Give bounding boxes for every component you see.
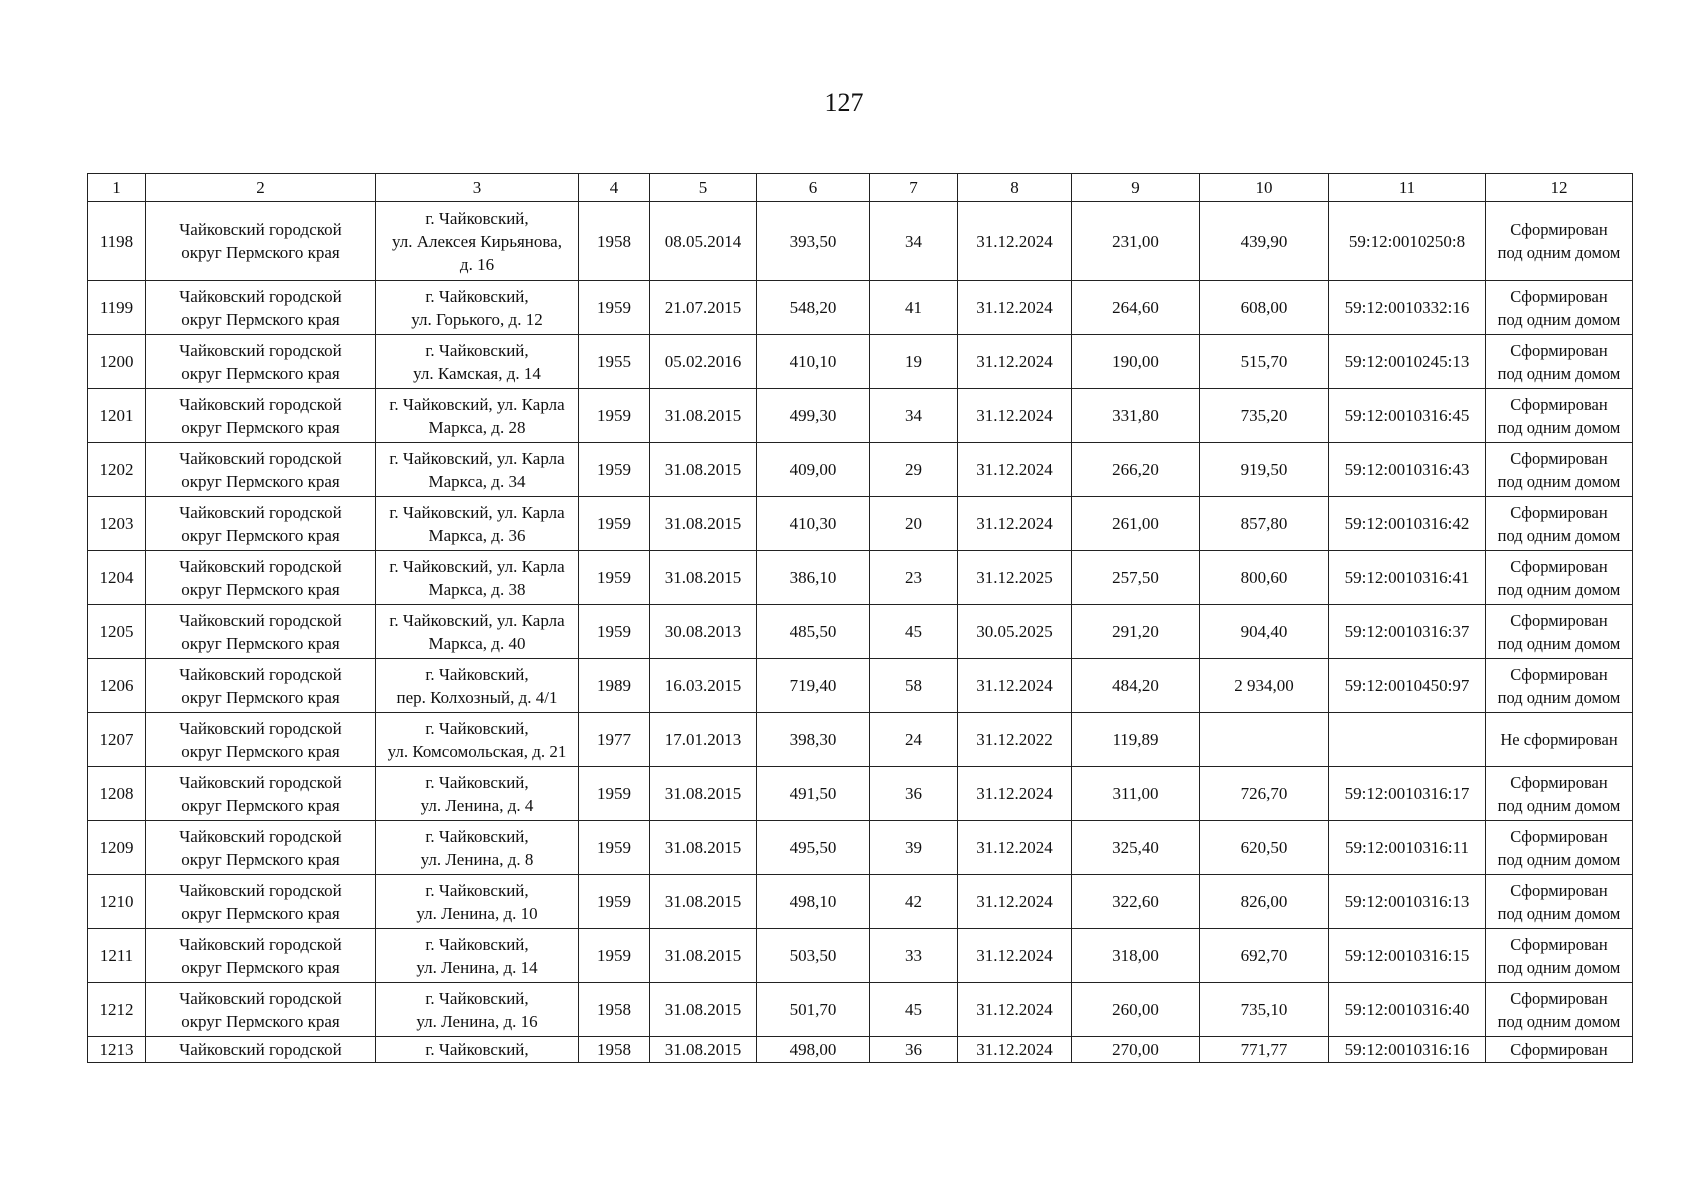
year-built-cell: 1977 (579, 713, 650, 767)
address-cell: г. Чайковский, пер. Колхозный, д. 4/1 (376, 659, 579, 713)
residents-cell: 24 (870, 713, 958, 767)
area2-cell: 261,00 (1072, 497, 1200, 551)
status-cell: Сформирован под одним домом (1486, 281, 1633, 335)
area2-cell: 231,00 (1072, 202, 1200, 281)
deadline-cell: 31.12.2024 (958, 821, 1072, 875)
area-cell: 393,50 (757, 202, 870, 281)
deadline-cell: 31.12.2024 (958, 389, 1072, 443)
area2-cell: 325,40 (1072, 821, 1200, 875)
area-cell: 498,10 (757, 875, 870, 929)
address-cell: г. Чайковский, ул. Карла Маркса, д. 34 (376, 443, 579, 497)
year-built-cell: 1959 (579, 821, 650, 875)
column-header: 5 (650, 174, 757, 202)
municipality-cell: Чайковский городской округ Пермского края (146, 929, 376, 983)
row-number-cell: 1208 (88, 767, 146, 821)
land-area-cell: 608,00 (1200, 281, 1329, 335)
municipality-cell: Чайковский городской округ Пермского края (146, 335, 376, 389)
year-built-cell: 1959 (579, 551, 650, 605)
area-cell: 548,20 (757, 281, 870, 335)
date-cell: 31.08.2015 (650, 389, 757, 443)
column-header: 7 (870, 174, 958, 202)
row-number-cell: 1204 (88, 551, 146, 605)
residents-cell: 34 (870, 389, 958, 443)
area2-cell: 190,00 (1072, 335, 1200, 389)
date-cell: 31.08.2015 (650, 551, 757, 605)
column-header: 3 (376, 174, 579, 202)
table-row (88, 659, 1633, 713)
address-cell: г. Чайковский, ул. Карла Маркса, д. 38 (376, 551, 579, 605)
row-number-cell: 1201 (88, 389, 146, 443)
land-area-cell: 692,70 (1200, 929, 1329, 983)
land-area-cell: 2 934,00 (1200, 659, 1329, 713)
cadastral-number-cell: 59:12:0010316:37 (1329, 605, 1486, 659)
residents-cell: 29 (870, 443, 958, 497)
land-area-cell: 620,50 (1200, 821, 1329, 875)
date-cell: 31.08.2015 (650, 767, 757, 821)
row-number-cell: 1213 (88, 1037, 146, 1063)
date-cell: 31.08.2015 (650, 983, 757, 1037)
table-row (88, 713, 1633, 767)
page-number: 127 (824, 88, 864, 117)
residents-cell: 23 (870, 551, 958, 605)
date-cell: 16.03.2015 (650, 659, 757, 713)
address-cell: г. Чайковский, ул. Горького, д. 12 (376, 281, 579, 335)
address-cell: г. Чайковский, ул. Алексея Кирьянова, д. 16 (376, 202, 579, 281)
cadastral-number-cell: 59:12:0010450:97 (1329, 659, 1486, 713)
column-header: 1 (88, 174, 146, 202)
deadline-cell: 31.12.2025 (958, 551, 1072, 605)
land-area-cell: 904,40 (1200, 605, 1329, 659)
residents-cell: 41 (870, 281, 958, 335)
area-cell: 719,40 (757, 659, 870, 713)
cadastral-number-cell: 59:12:0010316:11 (1329, 821, 1486, 875)
address-cell: г. Чайковский, ул. Комсомольская, д. 21 (376, 713, 579, 767)
column-header: 4 (579, 174, 650, 202)
cadastral-number-cell: 59:12:0010316:42 (1329, 497, 1486, 551)
area-cell: 409,00 (757, 443, 870, 497)
municipality-cell: Чайковский городской округ Пермского края (146, 713, 376, 767)
area-cell: 386,10 (757, 551, 870, 605)
municipality-cell: Чайковский городской округ Пермского края (146, 551, 376, 605)
table-row (88, 551, 1633, 605)
cadastral-number-cell: 59:12:0010316:15 (1329, 929, 1486, 983)
cadastral-number-cell: 59:12:0010316:41 (1329, 551, 1486, 605)
area2-cell: 264,60 (1072, 281, 1200, 335)
column-header: 12 (1486, 174, 1633, 202)
table-row (88, 281, 1633, 335)
table-row (88, 497, 1633, 551)
table-row (88, 605, 1633, 659)
status-cell: Сформирован под одним домом (1486, 335, 1633, 389)
area-cell: 501,70 (757, 983, 870, 1037)
year-built-cell: 1958 (579, 202, 650, 281)
residents-cell: 33 (870, 929, 958, 983)
table-row (88, 443, 1633, 497)
column-header: 8 (958, 174, 1072, 202)
status-cell: Сформирован под одним домом (1486, 202, 1633, 281)
residents-cell: 19 (870, 335, 958, 389)
row-number-cell: 1212 (88, 983, 146, 1037)
column-number-row (88, 174, 1633, 202)
area-cell: 398,30 (757, 713, 870, 767)
cadastral-number-cell: 59:12:0010316:13 (1329, 875, 1486, 929)
deadline-cell: 30.05.2025 (958, 605, 1072, 659)
deadline-cell: 31.12.2024 (958, 659, 1072, 713)
column-header: 9 (1072, 174, 1200, 202)
table-row (88, 202, 1633, 281)
table-row (88, 389, 1633, 443)
date-cell: 31.08.2015 (650, 443, 757, 497)
deadline-cell: 31.12.2024 (958, 202, 1072, 281)
residents-cell: 36 (870, 1037, 958, 1063)
year-built-cell: 1959 (579, 443, 650, 497)
area2-cell: 318,00 (1072, 929, 1200, 983)
status-cell: Сформирован под одним домом (1486, 389, 1633, 443)
address-cell: г. Чайковский, ул. Карла Маркса, д. 40 (376, 605, 579, 659)
address-cell: г. Чайковский, ул. Ленина, д. 10 (376, 875, 579, 929)
status-cell: Сформирован (1486, 1037, 1633, 1063)
area2-cell: 257,50 (1072, 551, 1200, 605)
cadastral-number-cell: 59:12:0010245:13 (1329, 335, 1486, 389)
status-cell: Сформирован под одним домом (1486, 605, 1633, 659)
status-cell: Сформирован под одним домом (1486, 497, 1633, 551)
table-row (88, 983, 1633, 1037)
table-row (88, 929, 1633, 983)
column-header: 6 (757, 174, 870, 202)
row-number-cell: 1210 (88, 875, 146, 929)
municipality-cell: Чайковский городской округ Пермского края (146, 443, 376, 497)
date-cell: 17.01.2013 (650, 713, 757, 767)
address-cell: г. Чайковский, ул. Камская, д. 14 (376, 335, 579, 389)
area2-cell: 119,89 (1072, 713, 1200, 767)
year-built-cell: 1959 (579, 875, 650, 929)
land-area-cell: 735,20 (1200, 389, 1329, 443)
row-number-cell: 1202 (88, 443, 146, 497)
area-cell: 410,30 (757, 497, 870, 551)
land-area-cell: 800,60 (1200, 551, 1329, 605)
area2-cell: 266,20 (1072, 443, 1200, 497)
column-header: 2 (146, 174, 376, 202)
cadastral-number-cell: 59:12:0010316:17 (1329, 767, 1486, 821)
cadastral-number-cell (1329, 713, 1486, 767)
area-cell: 499,30 (757, 389, 870, 443)
deadline-cell: 31.12.2024 (958, 983, 1072, 1037)
row-number-cell: 1199 (88, 281, 146, 335)
status-cell: Сформирован под одним домом (1486, 659, 1633, 713)
land-area-cell: 857,80 (1200, 497, 1329, 551)
row-number-cell: 1200 (88, 335, 146, 389)
row-number-cell: 1207 (88, 713, 146, 767)
row-number-cell: 1205 (88, 605, 146, 659)
residents-cell: 45 (870, 983, 958, 1037)
cadastral-number-cell: 59:12:0010316:43 (1329, 443, 1486, 497)
status-cell: Сформирован под одним домом (1486, 983, 1633, 1037)
municipality-cell: Чайковский городской округ Пермского края (146, 659, 376, 713)
area-cell: 503,50 (757, 929, 870, 983)
year-built-cell: 1959 (579, 497, 650, 551)
address-cell: г. Чайковский, ул. Ленина, д. 16 (376, 983, 579, 1037)
municipality-cell: Чайковский городской округ Пермского края (146, 202, 376, 281)
municipality-cell: Чайковский городской округ Пермского края (146, 983, 376, 1037)
year-built-cell: 1958 (579, 1037, 650, 1063)
date-cell: 31.08.2015 (650, 821, 757, 875)
land-area-cell: 439,90 (1200, 202, 1329, 281)
area2-cell: 260,00 (1072, 983, 1200, 1037)
deadline-cell: 31.12.2024 (958, 875, 1072, 929)
municipality-cell: Чайковский городской округ Пермского края (146, 389, 376, 443)
land-area-cell (1200, 713, 1329, 767)
residents-cell: 34 (870, 202, 958, 281)
cadastral-number-cell: 59:12:0010316:40 (1329, 983, 1486, 1037)
deadline-cell: 31.12.2024 (958, 335, 1072, 389)
status-cell: Сформирован под одним домом (1486, 767, 1633, 821)
housing-registry-table (87, 173, 1633, 1063)
address-cell: г. Чайковский, ул. Ленина, д. 4 (376, 767, 579, 821)
area-cell: 410,10 (757, 335, 870, 389)
address-cell: г. Чайковский, ул. Карла Маркса, д. 28 (376, 389, 579, 443)
deadline-cell: 31.12.2024 (958, 929, 1072, 983)
address-cell: г. Чайковский, (376, 1037, 579, 1063)
land-area-cell: 919,50 (1200, 443, 1329, 497)
deadline-cell: 31.12.2024 (958, 443, 1072, 497)
row-number-cell: 1209 (88, 821, 146, 875)
year-built-cell: 1958 (579, 983, 650, 1037)
table-row (88, 821, 1633, 875)
cadastral-number-cell: 59:12:0010316:16 (1329, 1037, 1486, 1063)
land-area-cell: 726,70 (1200, 767, 1329, 821)
row-number-cell: 1203 (88, 497, 146, 551)
address-cell: г. Чайковский, ул. Ленина, д. 14 (376, 929, 579, 983)
deadline-cell: 31.12.2024 (958, 1037, 1072, 1063)
residents-cell: 45 (870, 605, 958, 659)
cadastral-number-cell: 59:12:0010316:45 (1329, 389, 1486, 443)
column-header: 11 (1329, 174, 1486, 202)
land-area-cell: 826,00 (1200, 875, 1329, 929)
residents-cell: 36 (870, 767, 958, 821)
area-cell: 495,50 (757, 821, 870, 875)
year-built-cell: 1959 (579, 389, 650, 443)
status-cell: Сформирован под одним домом (1486, 551, 1633, 605)
status-cell: Сформирован под одним домом (1486, 929, 1633, 983)
date-cell: 30.08.2013 (650, 605, 757, 659)
area-cell: 485,50 (757, 605, 870, 659)
year-built-cell: 1959 (579, 281, 650, 335)
residents-cell: 42 (870, 875, 958, 929)
area2-cell: 331,80 (1072, 389, 1200, 443)
land-area-cell: 771,77 (1200, 1037, 1329, 1063)
date-cell: 31.08.2015 (650, 497, 757, 551)
address-cell: г. Чайковский, ул. Ленина, д. 8 (376, 821, 579, 875)
residents-cell: 58 (870, 659, 958, 713)
status-cell: Сформирован под одним домом (1486, 875, 1633, 929)
area2-cell: 322,60 (1072, 875, 1200, 929)
date-cell: 31.08.2015 (650, 929, 757, 983)
deadline-cell: 31.12.2024 (958, 767, 1072, 821)
area2-cell: 291,20 (1072, 605, 1200, 659)
area-cell: 498,00 (757, 1037, 870, 1063)
residents-cell: 39 (870, 821, 958, 875)
municipality-cell: Чайковский городской округ Пермского края (146, 605, 376, 659)
cadastral-number-cell: 59:12:0010332:16 (1329, 281, 1486, 335)
row-number-cell: 1206 (88, 659, 146, 713)
deadline-cell: 31.12.2022 (958, 713, 1072, 767)
land-area-cell: 515,70 (1200, 335, 1329, 389)
area2-cell: 270,00 (1072, 1037, 1200, 1063)
date-cell: 05.02.2016 (650, 335, 757, 389)
date-cell: 08.05.2014 (650, 202, 757, 281)
address-cell: г. Чайковский, ул. Карла Маркса, д. 36 (376, 497, 579, 551)
municipality-cell: Чайковский городской округ Пермского края (146, 497, 376, 551)
table-row (88, 1037, 1633, 1063)
deadline-cell: 31.12.2024 (958, 281, 1072, 335)
date-cell: 21.07.2015 (650, 281, 757, 335)
municipality-cell: Чайковский городской округ Пермского края (146, 281, 376, 335)
status-cell: Не сформирован (1486, 713, 1633, 767)
table-row (88, 335, 1633, 389)
municipality-cell: Чайковский городской округ Пермского края (146, 767, 376, 821)
status-cell: Сформирован под одним домом (1486, 443, 1633, 497)
year-built-cell: 1959 (579, 605, 650, 659)
year-built-cell: 1989 (579, 659, 650, 713)
row-number-cell: 1198 (88, 202, 146, 281)
municipality-cell: Чайковский городской округ Пермского края (146, 821, 376, 875)
residents-cell: 20 (870, 497, 958, 551)
municipality-cell: Чайковский городской (146, 1037, 376, 1063)
cadastral-number-cell: 59:12:0010250:8 (1329, 202, 1486, 281)
table-row (88, 875, 1633, 929)
area-cell: 491,50 (757, 767, 870, 821)
area2-cell: 311,00 (1072, 767, 1200, 821)
status-cell: Сформирован под одним домом (1486, 821, 1633, 875)
year-built-cell: 1955 (579, 335, 650, 389)
date-cell: 31.08.2015 (650, 875, 757, 929)
row-number-cell: 1211 (88, 929, 146, 983)
year-built-cell: 1959 (579, 767, 650, 821)
year-built-cell: 1959 (579, 929, 650, 983)
table-body (88, 202, 1633, 1063)
land-area-cell: 735,10 (1200, 983, 1329, 1037)
municipality-cell: Чайковский городской округ Пермского края (146, 875, 376, 929)
deadline-cell: 31.12.2024 (958, 497, 1072, 551)
area2-cell: 484,20 (1072, 659, 1200, 713)
column-header: 10 (1200, 174, 1329, 202)
table-row (88, 767, 1633, 821)
date-cell: 31.08.2015 (650, 1037, 757, 1063)
